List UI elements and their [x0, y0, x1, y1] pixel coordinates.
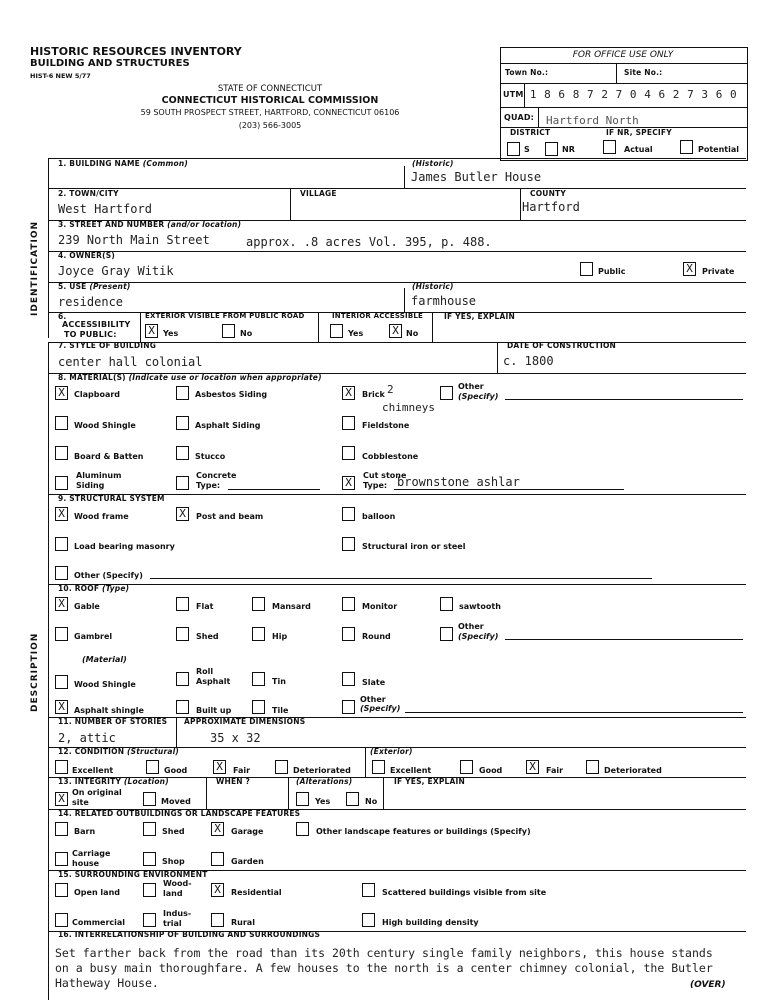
roof-material-tin-checkbox[interactable]: [252, 672, 265, 686]
structure-post-beam-checkbox[interactable]: X: [176, 507, 189, 521]
structure-other-checkbox[interactable]: [55, 566, 68, 580]
field5-label: 5. USE (Present): [58, 282, 131, 291]
structure-load-bearing-checkbox[interactable]: [55, 537, 68, 551]
identification-side-label: IDENTIFICATION: [30, 220, 40, 316]
quad-label: QUAD:: [504, 113, 535, 122]
form-code: HIST-6 NEW 5/77: [30, 72, 91, 80]
integrity-original-site-checkbox[interactable]: X: [55, 792, 68, 806]
nr-actual-checkbox[interactable]: [603, 140, 616, 154]
environment-woodland-checkbox[interactable]: [143, 883, 156, 897]
building-name-value: James Butler House: [411, 170, 542, 184]
utm-digits: [526, 88, 740, 101]
commission-heading: CONNECTICUT HISTORICAL COMMISSION: [161, 95, 379, 106]
structural-excellent-checkbox[interactable]: [55, 760, 68, 774]
utm-digit: 7: [687, 88, 694, 101]
environment-scattered-checkbox[interactable]: [362, 883, 375, 897]
cut-stone-type-value: brownstone ashlar: [397, 475, 520, 489]
material-asphalt-siding-checkbox[interactable]: [176, 416, 189, 430]
alterations-no-checkbox[interactable]: [346, 792, 359, 806]
environment-residential-checkbox[interactable]: X: [211, 883, 224, 897]
material-fieldstone-checkbox[interactable]: [342, 416, 355, 430]
field7-label: 7. STYLE OF BUILDING: [58, 341, 157, 350]
district-s-checkbox[interactable]: [507, 142, 520, 156]
owner-value: Joyce Gray Witik: [58, 264, 174, 278]
environment-commercial-checkbox[interactable]: [55, 913, 68, 927]
exterior-excellent-checkbox[interactable]: [372, 760, 385, 774]
roof-monitor-checkbox[interactable]: [342, 597, 355, 611]
street-extra-value: approx. .8 acres Vol. 395, p. 488.: [246, 235, 492, 249]
owner-private-checkbox[interactable]: X: [683, 262, 696, 276]
roof-gable-checkbox[interactable]: X: [55, 597, 68, 611]
historic-use-value: farmhouse: [411, 294, 477, 308]
utm-digit: 7: [587, 88, 594, 101]
county-value: Hartford: [522, 200, 580, 214]
utm-digit: 8: [572, 88, 580, 101]
roof-material-wood-shingle-checkbox[interactable]: [55, 675, 68, 689]
style-value: center hall colonial: [58, 355, 203, 369]
district-nr-checkbox[interactable]: [545, 142, 558, 156]
utm-digit: 0: [729, 88, 737, 101]
construction-date-value: c. 1800: [503, 354, 554, 368]
outbuilding-carriage-house-checkbox[interactable]: [55, 852, 68, 866]
office-use-title: FOR OFFICE USE ONLY: [572, 50, 674, 60]
field2-label: 2. TOWN/CITY: [58, 189, 119, 198]
interior-accessible-yes-checkbox[interactable]: [330, 324, 343, 338]
exterior-visible-no-checkbox[interactable]: [222, 324, 235, 338]
utm-digit: 4: [644, 88, 651, 101]
present-use-value: residence: [58, 295, 124, 309]
field14-label: 14. RELATED OUTBUILDINGS OR LANDSCAPE FEATURES: [58, 809, 301, 818]
exterior-deteriorated-checkbox[interactable]: [586, 760, 599, 774]
dimensions-value: 35 x 32: [210, 731, 261, 745]
material-brick-checkbox[interactable]: X: [342, 386, 355, 400]
if-nr-label: IF NR, SPECIFY: [606, 128, 672, 137]
roof-material-roll-asphalt-checkbox[interactable]: [176, 672, 189, 686]
commission-phone: (203) 566-3005: [238, 121, 302, 130]
field3-label: 3. STREET AND NUMBER (and/or location): [58, 220, 242, 229]
field11-label: 11. NUMBER OF STORIES: [58, 717, 168, 726]
structure-iron-steel-checkbox[interactable]: [342, 537, 355, 551]
field10-label: 10. ROOF (Type): [58, 584, 130, 593]
material-aluminum-checkbox[interactable]: [55, 476, 68, 490]
utm-digit: 6: [715, 88, 723, 101]
stories-value: 2, attic: [58, 731, 116, 745]
form-subtitle: BUILDING AND STRUCTURES: [30, 58, 190, 69]
roof-material-built-up-checkbox[interactable]: [176, 700, 189, 714]
roof-material-tile-checkbox[interactable]: [252, 700, 265, 714]
street-value: 239 North Main Street: [58, 233, 210, 247]
roof-hip-checkbox[interactable]: [252, 627, 265, 641]
structure-balloon-checkbox[interactable]: [342, 507, 355, 521]
material-cobblestone-checkbox[interactable]: [342, 446, 355, 460]
field15-label: 15. SURROUNDING ENVIRONMENT: [58, 870, 208, 879]
roof-flat-checkbox[interactable]: [176, 597, 189, 611]
utm-digit: 0: [629, 88, 637, 101]
outbuilding-barn-checkbox[interactable]: [55, 822, 68, 836]
roof-material-asphalt-shingle-checkbox[interactable]: X: [55, 700, 68, 714]
utm-digit: 2: [601, 88, 608, 101]
outbuilding-garage-checkbox[interactable]: X: [211, 822, 224, 836]
outbuilding-garden-checkbox[interactable]: [211, 852, 224, 866]
material-wood-shingle-checkbox[interactable]: [55, 416, 68, 430]
field1-label: 1. BUILDING NAME (Common): [58, 159, 189, 168]
site-no-label: Site No.:: [624, 68, 663, 77]
roof-mansard-checkbox[interactable]: [252, 597, 265, 611]
commission-address: 59 SOUTH PROSPECT STREET, HARTFORD, CONNECTICUT 06106: [140, 108, 400, 117]
structural-fair-checkbox[interactable]: X: [213, 760, 226, 774]
roof-round-checkbox[interactable]: [342, 627, 355, 641]
state-heading: STATE OF CONNECTICUT: [217, 84, 323, 94]
structural-good-checkbox[interactable]: [146, 760, 159, 774]
material-board-batten-checkbox[interactable]: [55, 446, 68, 460]
owner-public-checkbox[interactable]: [580, 262, 593, 276]
brick-note-value: chimneys: [382, 401, 435, 414]
utm-digit: 8: [544, 88, 551, 101]
district-label: DISTRICT: [510, 128, 551, 137]
field16-label: 16. INTERRELATIONSHIP OF BUILDING AND SURROUNDINGS: [58, 930, 321, 939]
outbuilding-shed-checkbox[interactable]: [143, 822, 156, 836]
field9-label: 9. STRUCTURAL SYSTEM: [58, 494, 165, 503]
interrelationship-text: Set farther back from the road than its 20th century single family neighbors, this house stands on a busy main thoroughfare. A few houses to the north is a center chimney colonial, the Butler Hatheway House.: [55, 946, 713, 990]
utm-digit: 7: [615, 88, 623, 101]
environment-open-land-checkbox[interactable]: [55, 883, 68, 897]
exterior-good-checkbox[interactable]: [460, 760, 473, 774]
integrity-moved-checkbox[interactable]: [143, 792, 156, 806]
alterations-yes-checkbox[interactable]: [296, 792, 309, 806]
field8-label: 8. MATERIAL(S) (Indicate use or location when appropriate): [58, 373, 322, 382]
outbuilding-other-checkbox[interactable]: [296, 822, 309, 836]
description-side-label: DESCRIPTION: [30, 632, 40, 712]
environment-high-density-checkbox[interactable]: [362, 913, 375, 927]
outbuilding-shop-checkbox[interactable]: [143, 852, 156, 866]
utm-digit: 3: [701, 88, 709, 101]
material-stucco-checkbox[interactable]: [176, 446, 189, 460]
town-no-label: Town No.:: [505, 68, 549, 77]
field13-label: 13. INTEGRITY (Location): [58, 777, 169, 786]
environment-rural-checkbox[interactable]: [211, 913, 224, 927]
interior-accessible-no-checkbox[interactable]: X: [389, 324, 402, 338]
utm-digit: 6: [558, 88, 566, 101]
field4-label: 4. OWNER(S): [58, 251, 115, 260]
town-value: West Hartford: [58, 202, 152, 216]
material-cut-stone-checkbox[interactable]: X: [342, 476, 355, 490]
nr-potential-checkbox[interactable]: [680, 140, 693, 154]
office-use-box: [500, 47, 748, 161]
roof-gambrel-checkbox[interactable]: [55, 627, 68, 641]
over-note: (OVER): [690, 980, 726, 990]
utm-digit: 1: [529, 88, 537, 101]
field12-label: 12. CONDITION (Structural): [58, 747, 180, 756]
form-title: HISTORIC RESOURCES INVENTORY: [30, 45, 242, 58]
exterior-visible-yes-checkbox[interactable]: X: [145, 324, 158, 338]
roof-material-other-checkbox[interactable]: [342, 700, 355, 714]
utm-label: UTM: [503, 90, 524, 99]
material-other-checkbox[interactable]: [440, 386, 453, 400]
utm-digit: 6: [658, 88, 666, 101]
roof-material-slate-checkbox[interactable]: [342, 672, 355, 686]
quad-value: Hartford North: [546, 114, 639, 127]
structural-deteriorated-checkbox[interactable]: [275, 760, 288, 774]
material-clapboard-checkbox[interactable]: X: [55, 386, 68, 400]
material-asbestos-checkbox[interactable]: [176, 386, 189, 400]
roof-other-checkbox[interactable]: [440, 627, 453, 641]
environment-industrial-checkbox[interactable]: [143, 913, 156, 927]
roof-shed-checkbox[interactable]: [176, 627, 189, 641]
structure-wood-frame-checkbox[interactable]: X: [55, 507, 68, 521]
utm-digit: 2: [672, 88, 680, 101]
exterior-fair-checkbox[interactable]: X: [526, 760, 539, 774]
roof-sawtooth-checkbox[interactable]: [440, 597, 453, 611]
material-concrete-checkbox[interactable]: [176, 476, 189, 490]
